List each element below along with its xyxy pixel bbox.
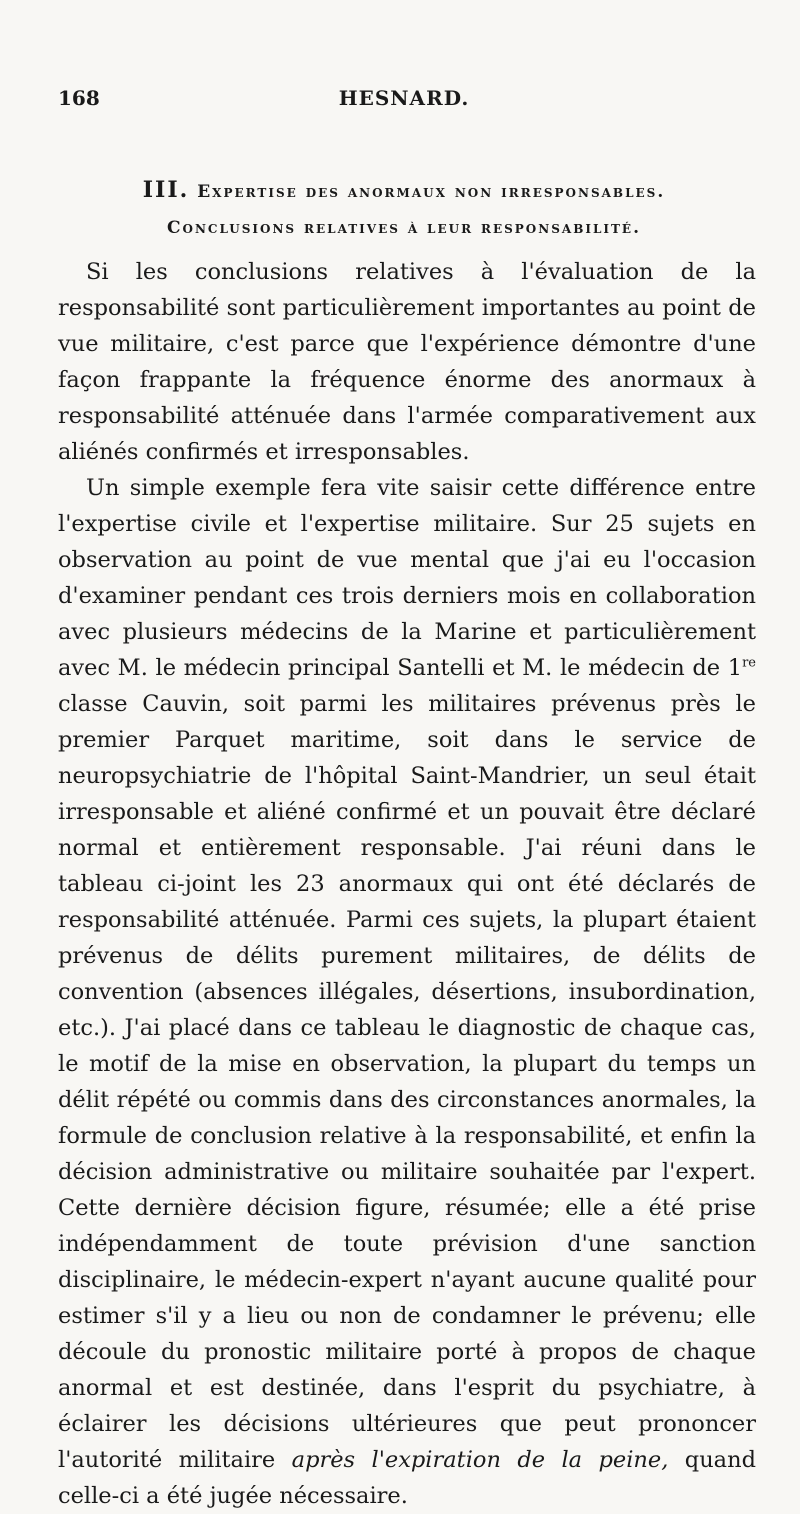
ordinal-superscript: re xyxy=(742,655,756,671)
section-heading-line-1 xyxy=(58,172,750,210)
paragraph-2 xyxy=(58,470,756,1514)
running-head-author: HESNARD. xyxy=(338,86,470,110)
body-text xyxy=(58,254,756,1514)
section-heading xyxy=(58,172,750,246)
paragraph-2-italic: après l'expiration de la peine, xyxy=(291,1447,669,1473)
section-numeral: III. xyxy=(142,177,190,203)
paragraph-1: Si les conclusions relatives à l'évaluation de la responsabilité sont particulièrement importantes au point de vue militaire, c'est parce que l'expérience démontre d'une façon frappante la fréquence énorme des anormaux à responsabilité atténuée dans l'armée comparativement aux aliénés confirmés et irresponsables. xyxy=(58,259,756,465)
paragraph-2-part-b: classe Cauvin, soit parmi les militaires prévenus près le premier Parquet maritime, soit dans le service de neuropsychiatrie de l'hôpital Saint-Mandrier, un seul était irresponsable et aliéné confirmé et un pouvait être déclaré normal et entièrement responsable. J'ai réuni dans le tableau ci-joint les 23 anormaux qui ont été déclarés de responsabilité atténuée. Parmi ces sujets, la plupart étaient prévenus de délits purement militaires, de délits de convention (absences illégales, désertions, insubordination, etc.). J'ai placé dans ce tableau le diagnostic de chaque cas, le motif de la mise en observation, la plupart du temps un délit répété ou commis dans des circonstances anormales, la formule de conclusion relative à la responsabilité, et enfin la décision administrative ou militaire souhaitée par l'expert. Cette dernière décision figure, résumée; elle a été prise indépendamment de toute prévision d'une sanction disciplinaire, le médecin-expert n'ayant aucune qualité pour estimer s'il y a lieu ou non de condamner le prévenu; elle découle du pronostic militaire porté à propos de chaque anormal et est destinée, dans l'esprit du psychiatre, à éclairer les décisions ultérieures que peut prononcer l'autorité militaire xyxy=(58,691,756,1473)
paragraph-2-part-a: Un simple exemple fera vite saisir cette différence entre l'expertise civile et l'expertise militaire. Sur 25 sujets en observation au point de vue mental que j'ai eu l'occasion d'examiner pendant ces trois derniers mois en collaboration avec plusieurs médecins de la Marine et particulièrement avec M. le médecin principal Santelli et M. le médecin de 1 xyxy=(58,475,756,681)
section-title-line-1: Expertise des anormaux non irresponsables. xyxy=(197,182,666,202)
page-number: 168 xyxy=(58,86,100,110)
paragraph-2-part-c: quand celle-ci a été jugée nécessaire. xyxy=(58,1447,756,1509)
section-title-line-2: Conclusions relatives à leur responsabilité. xyxy=(166,218,641,238)
running-head xyxy=(58,86,750,116)
